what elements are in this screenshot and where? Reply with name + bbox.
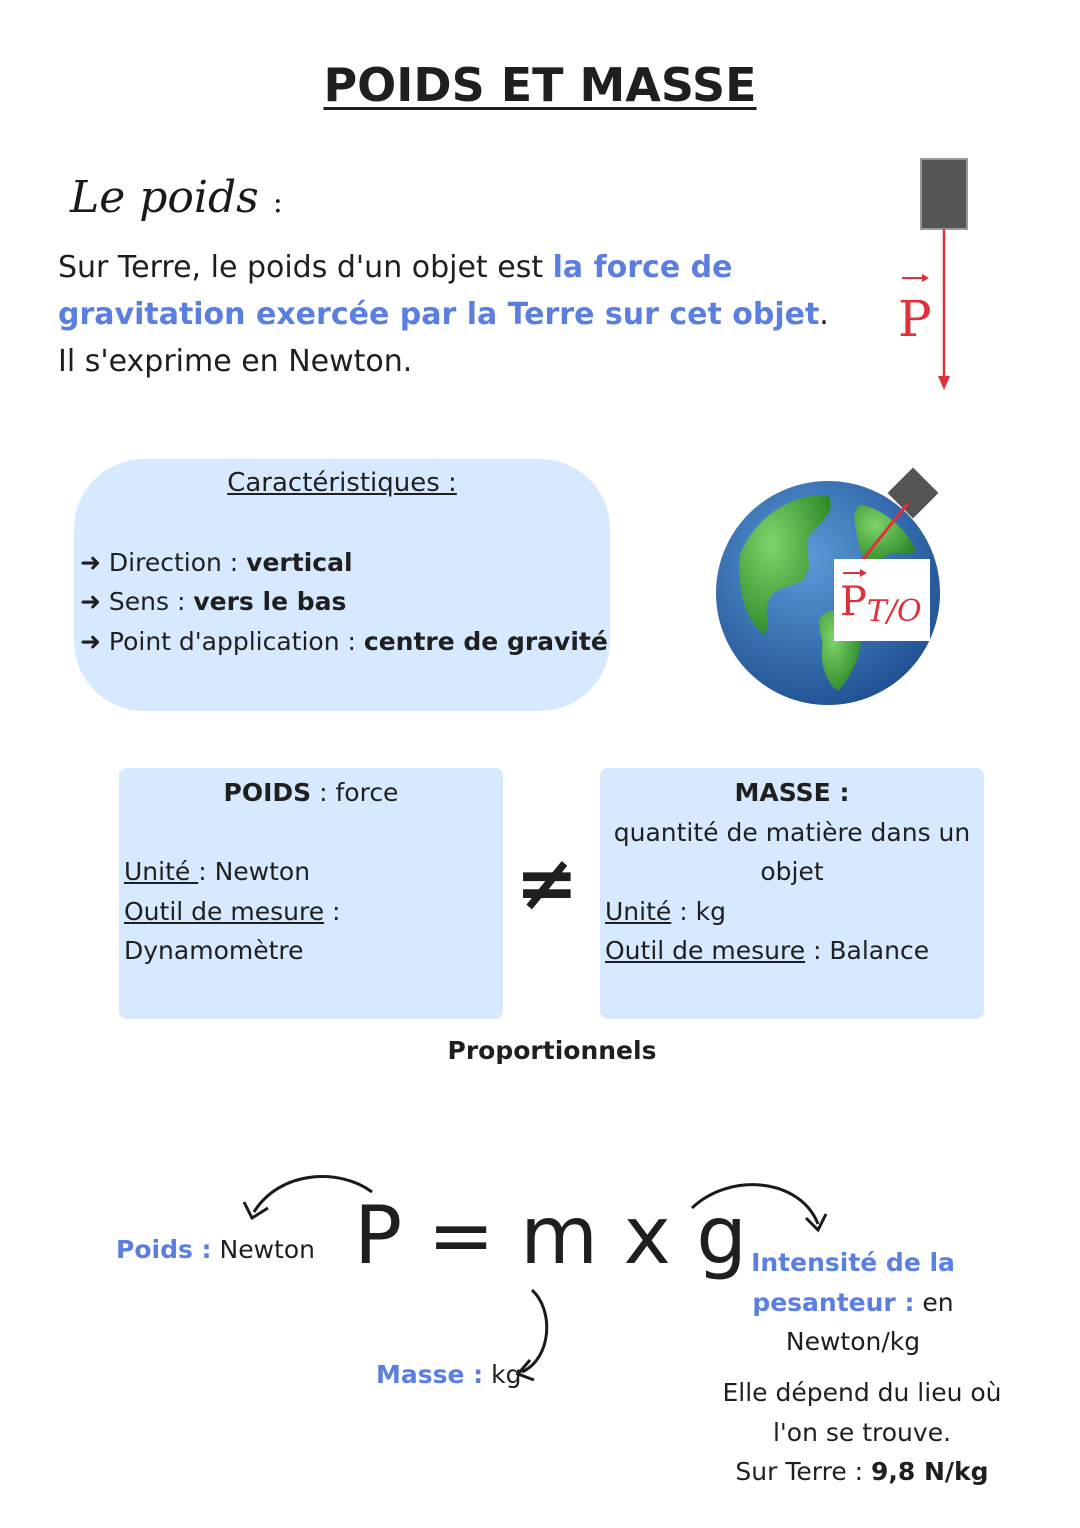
masse-definition-line1: quantité de matière dans un — [613, 818, 971, 847]
intensite-line2-label: pesanteur : — [752, 1288, 915, 1317]
masse-tool — [605, 936, 929, 965]
poids-unit — [124, 857, 310, 886]
characteristic-label: Point d'application : — [108, 627, 364, 656]
arrow-right-icon: ➜ — [80, 587, 101, 616]
object-block-icon — [921, 159, 967, 229]
weight-arrowhead — [938, 376, 950, 390]
gravity-note-line3 — [710, 1457, 1014, 1486]
masse-card-title: MASSE : — [734, 778, 850, 807]
poids-tool-value: Dynamomètre — [124, 936, 304, 965]
masse-unit-label: Unité — [605, 897, 672, 926]
masse-unit-value: : kg — [671, 897, 726, 926]
poids-title-word: POIDS — [223, 778, 312, 807]
intensite-line3: Newton/kg — [785, 1327, 921, 1356]
poids-unit-value: : Newton — [198, 857, 311, 886]
section-heading-text: Le poids — [70, 172, 259, 223]
proportional-label: Proportionnels — [447, 1036, 657, 1065]
weight-vector-label: P — [898, 290, 932, 348]
gravity-note-line2: l'on se trouve. — [772, 1418, 952, 1447]
poids-unit-label: Unité — [124, 857, 199, 886]
poids-tool — [124, 897, 340, 926]
gravity-note-text: Sur Terre : — [735, 1457, 872, 1486]
poids-annotation-label: Poids : — [116, 1235, 212, 1264]
masse-annotation-label: Masse : — [376, 1360, 484, 1389]
arrow-right-icon: ➜ — [80, 627, 101, 656]
masse-tool-value: : Balance — [805, 936, 930, 965]
masse-annotation — [376, 1360, 521, 1389]
page-title-text: POIDS ET MASSE — [323, 58, 757, 112]
gravity-note-line1: Elle dépend du lieu où — [722, 1378, 1002, 1407]
characteristic-item — [80, 548, 353, 577]
section-heading — [70, 172, 283, 223]
characteristic-value: centre de gravité — [363, 627, 608, 656]
intensite-line2 — [740, 1288, 966, 1317]
masse-annotation-value: kg — [483, 1360, 522, 1389]
masse-tool-label: Outil de mesure — [605, 936, 806, 965]
characteristic-value: vertical — [246, 548, 353, 577]
poids-tool-label: Outil de mesure — [124, 897, 325, 926]
weight-vector-diagram — [880, 150, 1000, 400]
poids-title-suffix: : force — [311, 778, 399, 807]
intro-paragraph — [58, 244, 848, 385]
formula: P = m x g — [354, 1189, 748, 1282]
characteristic-label: Sens : — [108, 587, 194, 616]
section-heading-colon: : — [272, 185, 283, 220]
intensite-line2-value: en — [914, 1288, 954, 1317]
intro-part2: . Il s'exprime en Newton. — [58, 297, 829, 379]
masse-definition-line2: objet — [760, 857, 824, 886]
page-title — [0, 58, 1080, 112]
poids-card-title — [119, 778, 503, 807]
gravity-note-value: 9,8 N/kg — [871, 1457, 989, 1486]
poids-annotation — [116, 1235, 315, 1264]
arrow-to-masse — [522, 1290, 547, 1372]
vector-arrow-mark-head — [922, 274, 929, 282]
not-equal-icon: ≠ — [515, 838, 579, 927]
intro-highlight: la force de gravitation exercée par la Terre sur cet objet — [58, 250, 820, 332]
poids-annotation-value: Newton — [211, 1235, 315, 1264]
characteristic-item — [80, 627, 608, 656]
masse-unit — [605, 897, 726, 926]
characteristic-value: vers le bas — [193, 587, 347, 616]
characteristics-title-text: Caractéristiques : — [227, 468, 457, 498]
earth-gravity-diagram — [710, 465, 950, 715]
poids-tool-colon: : — [324, 897, 341, 926]
intro-part1: Sur Terre, le poids d'un objet est — [58, 250, 553, 285]
characteristic-label: Direction : — [108, 548, 247, 577]
characteristic-item — [80, 587, 346, 616]
force-vector-label: PT/O — [840, 579, 922, 629]
intensite-line1: Intensité de la — [751, 1248, 955, 1277]
arrow-right-icon: ➜ — [80, 548, 101, 577]
characteristics-title — [74, 468, 610, 498]
